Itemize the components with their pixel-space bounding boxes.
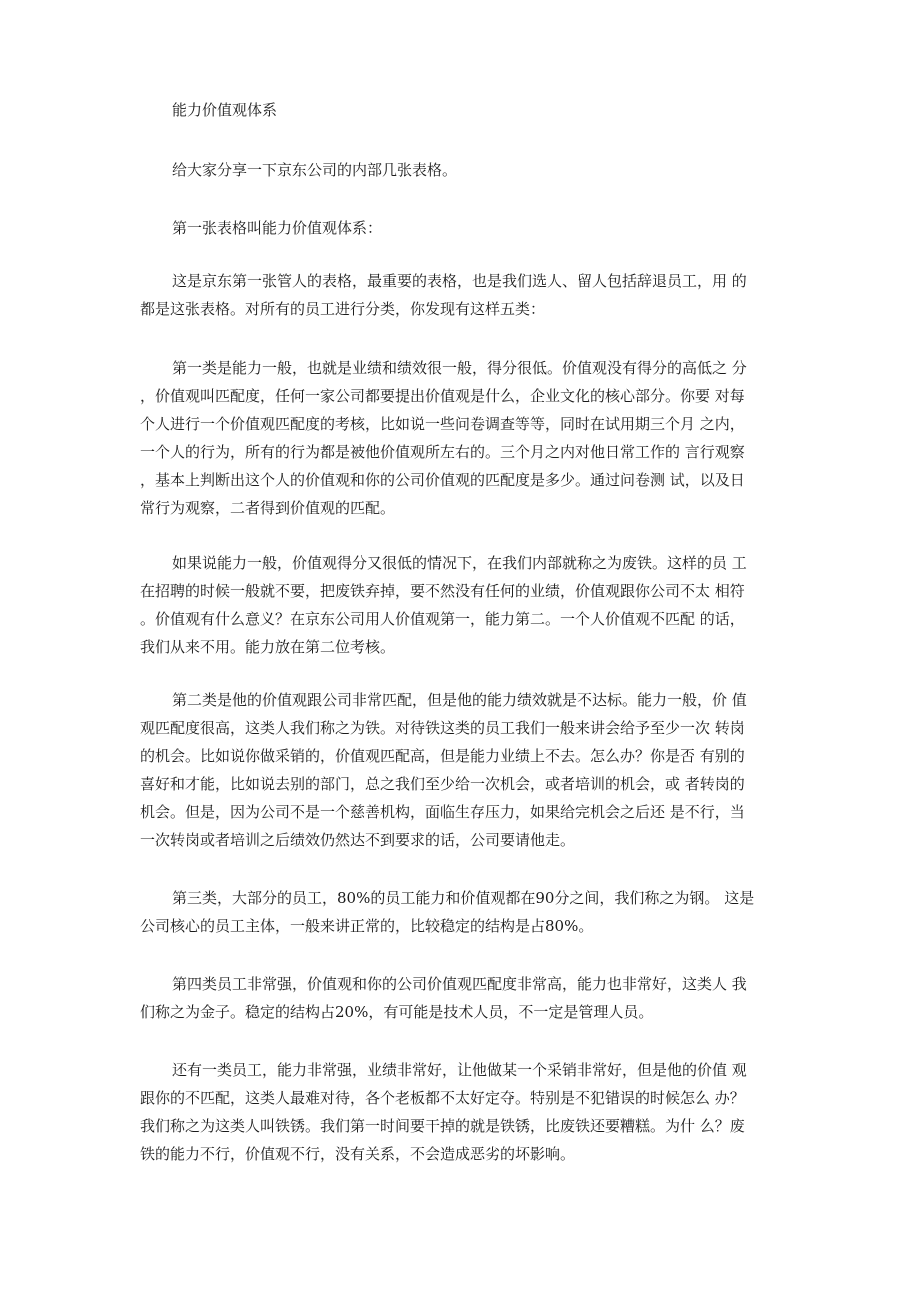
paragraph-line: 这是京东第一张管人的表格，最重要的表格，也是我们选人、留人包括辞退员工，用 的 [172, 272, 747, 290]
paragraph-5 [140, 884, 802, 940]
paragraph-line: 我们称之为这类人叫铁锈。我们第一时间要干掉的就是铁锈，比废铁还要糟糕。为什 么？废 [140, 1117, 745, 1135]
paragraph-line: 一个人的行为，所有的行为都是被他价值观所左右的。三个月之内对他日常工作的 言行观察 [140, 443, 745, 461]
paragraph-line: 公司核心的员工主体，一般来讲正常的，比较稳定的结构是占80%。 [140, 917, 594, 935]
paragraph-line: 如果说能力一般，价值观得分又很低的情况下，在我们内部就称之为废铁。这样的员 工 [172, 554, 747, 572]
paragraph-line: 在招聘的时候一般就不要，把废铁弃掉，要不然没有任何的业绩，价值观跟你公司不太 相符 [140, 582, 745, 600]
paragraph-line: 常行为观察，二者得到价值观的匹配。 [140, 499, 396, 517]
paragraph-line: 我们从来不用。能力放在第二位考核。 [140, 638, 396, 656]
paragraph-line: 第三类，大部分的员工，80%的员工能力和价值观都在90分之间，我们称之为钢。 这是 [172, 889, 755, 907]
paragraph-3 [140, 549, 802, 661]
paragraph-1 [140, 267, 802, 323]
intro-line: 给大家分享一下京东公司的内部几张表格。 [172, 161, 458, 179]
paragraph-line: 的机会。比如说你做采销的，价值观匹配高，但是能力业绩上不去。怎么办？你是否 有别的 [140, 747, 745, 765]
paragraph-6 [140, 970, 802, 1026]
paragraph-line: 观匹配度很高，这类人我们称之为铁。对待铁这类的员工我们一般来讲会给予至少一次 转岗 [140, 719, 745, 737]
paragraph-line: 喜好和才能，比如说去别的部门，总之我们至少给一次机会，或者培训的机会，或 者转岗的 [140, 775, 745, 793]
paragraph-line: 都是这张表格。对所有的员工进行分类，你发现有这样五类： [140, 300, 546, 318]
paragraph-line: 个人进行一个价值观匹配度的考核，比如说一些问卷调查等等，同时在试用期三个月 之内， [140, 415, 745, 433]
paragraph-line: 第一类是能力一般，也就是业绩和绩效很一般，得分很低。价值观没有得分的高低之 分 [172, 359, 747, 377]
paragraph-line: ，基本上判断出这个人的价值观和你的公司价值观的匹配度是多少。通过问卷测 试，以及日 [140, 471, 745, 489]
paragraph-line: 第二类是他的价值观跟公司非常匹配，但是他的能力绩效就是不达标。能力一般，价 值 [172, 691, 747, 709]
paragraph-line: 跟你的不匹配，这类人最难对待，各个老板都不太好定夺。特别是不犯错误的时候怎么 办？ [140, 1089, 745, 1107]
paragraph-line: 。价值观有什么意义？在京东公司用人价值观第一，能力第二。一个人价值观不匹配 的话， [140, 610, 745, 628]
paragraph-line: 第四类员工非常强，价值观和你的公司价值观匹配度非常高，能力也非常好，这类人 我 [172, 975, 747, 993]
paragraph-line: 还有一类员工，能力非常强，业绩非常好，让他做某一个采销非常好，但是他的价值 观 [172, 1061, 747, 1079]
paragraph-line: 们称之为金子。稳定的结构占20%，有可能是技术人员，不一定是管理人员。 [140, 1003, 654, 1021]
paragraph-line: 机会。但是，因为公司不是一个慈善机构，面临生存压力，如果给完机会之后还 是不行，当 [140, 803, 745, 821]
document-title: 能力价值观体系 [172, 101, 278, 119]
paragraph-4 [140, 686, 802, 854]
paragraph-line: 一次转岗或者培训之后绩效仍然达不到要求的话，公司要请他走。 [140, 831, 576, 849]
paragraph-line: ，价值观叫匹配度，任何一家公司都要提出价值观是什么，企业文化的核心部分。你要 对每 [140, 387, 745, 405]
paragraph-2 [140, 354, 802, 522]
paragraph-line: 铁的能力不行，价值观不行，没有关系，不会造成恶劣的坏影响。 [140, 1145, 576, 1163]
paragraph-7 [140, 1056, 802, 1168]
table-intro-line: 第一张表格叫能力价值观体系： [172, 219, 383, 237]
